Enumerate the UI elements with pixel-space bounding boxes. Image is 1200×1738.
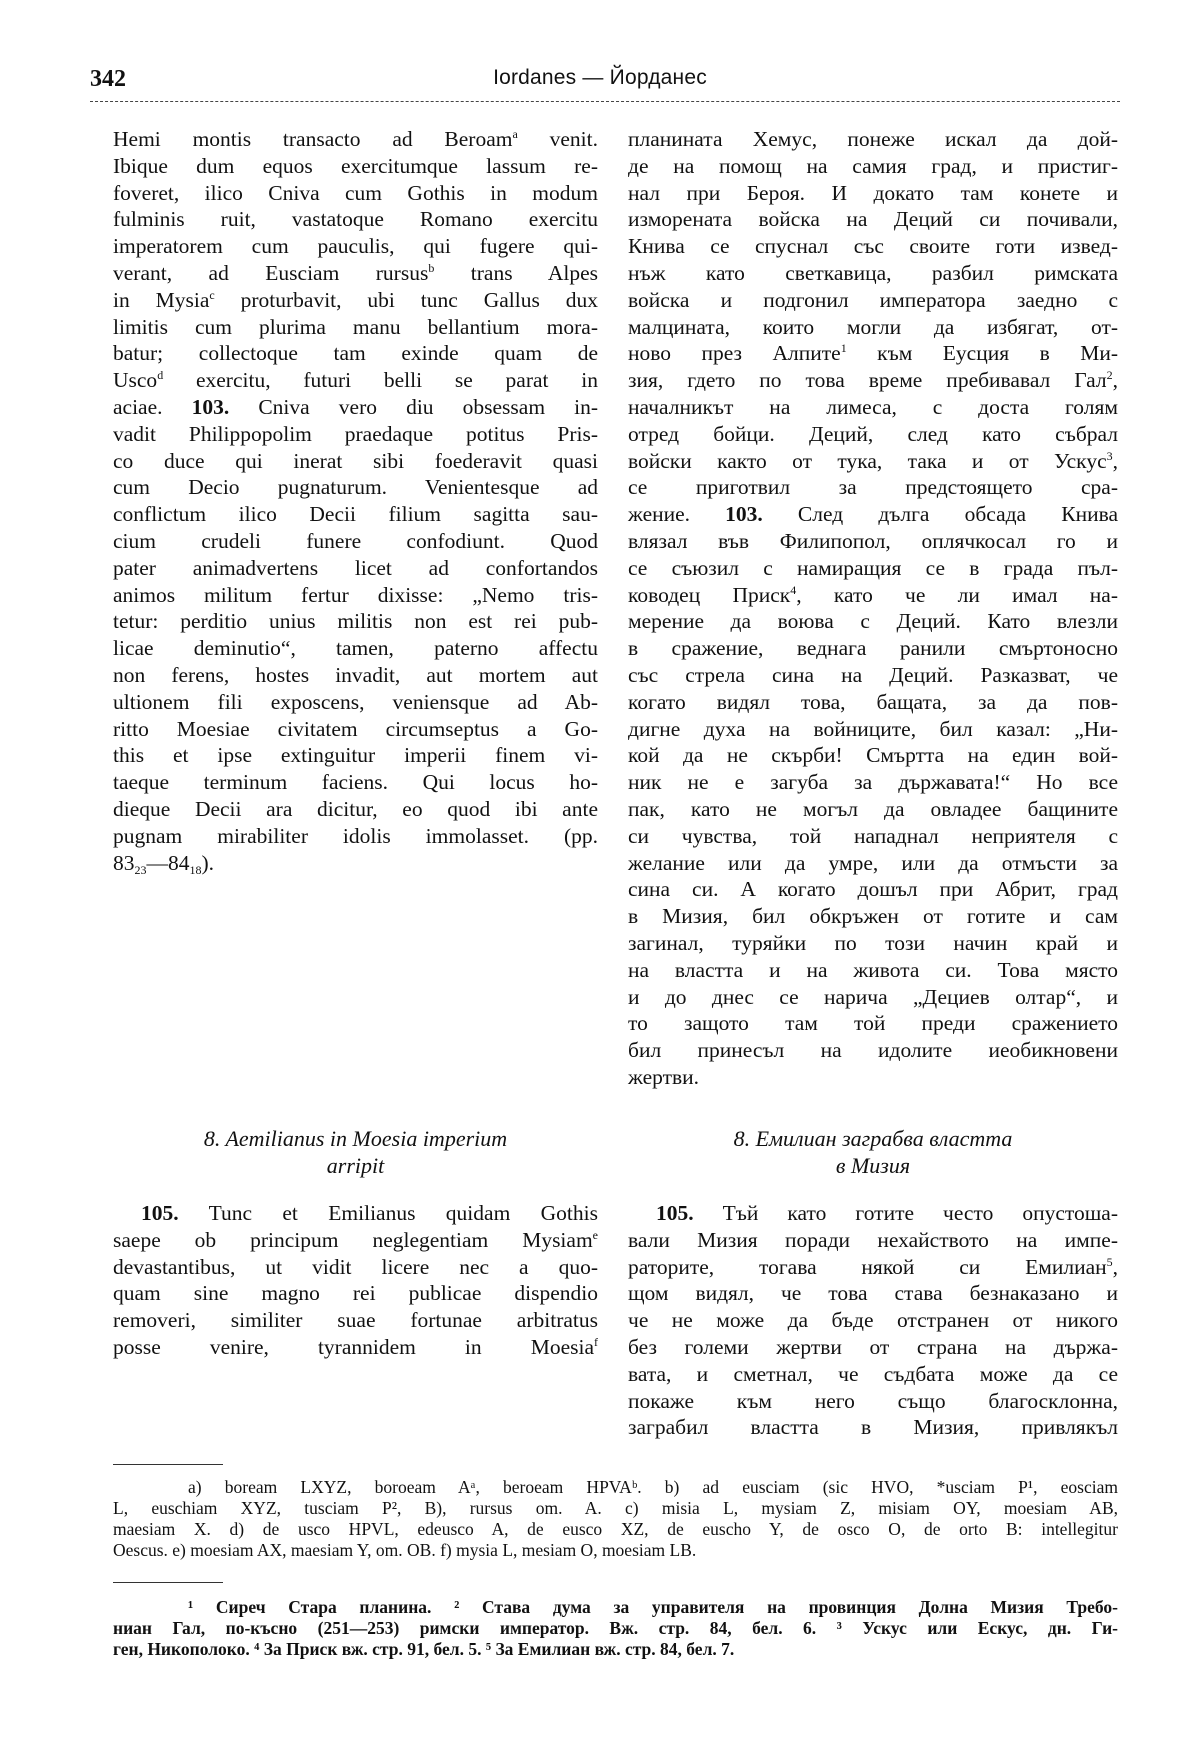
text-line: се приготвил за предстоящето сра-: [628, 475, 1118, 500]
latin-paragraph-105: [113, 1200, 598, 1361]
text-line: pater animadvertens licet ad confortandos: [113, 555, 598, 580]
text-line: войска и подгонил императора заедно с: [628, 287, 1118, 312]
text-line: cum Decio pugnaturum. Venientesque ad: [113, 475, 598, 500]
text-line: 105. Tunc et Emilianus quidam Gothis: [141, 1201, 598, 1225]
paragraph-number: 105.: [656, 1201, 694, 1225]
text-line: кой да не скърби! Смъртта на един вой-: [628, 743, 1118, 768]
text-line: си чувства, той нападнал неприятеля с: [628, 823, 1118, 848]
footnote-line: ген, Никополоко. ⁴ За Приск вж. стр. 91, бел. 5. ⁵ За Емилиан вж. стр. 84, бел. 7.: [113, 1639, 735, 1659]
text-line: зия, гдето по това време пребивавал Гал$^2$,: [628, 368, 1118, 393]
text-line: жертви.: [628, 1064, 700, 1089]
text-line: tetur: perditio unius militis non est rei pub-: [113, 609, 598, 634]
page-number: 342: [90, 66, 126, 92]
text-line: ководец Приск$^4$, като че ли имал на-: [628, 582, 1118, 607]
text-line: на властта и на живота си. Това място: [628, 957, 1118, 982]
paragraph-number: 103.: [725, 502, 763, 527]
text-line: без големи жертви от страна на държа-: [628, 1334, 1118, 1359]
text-line: posse venire, tyrannidem in Moesia$^f$: [113, 1334, 598, 1359]
text-line: devastantibus, ut vidit licere nec a quo-: [113, 1254, 598, 1279]
text-line: началникът на лимеса, с доста голям: [628, 394, 1118, 419]
text-line: вата, и сметнал, че съдбата може да се: [628, 1361, 1118, 1386]
text-line: нал при Бероя. И докато там конете и: [628, 180, 1118, 205]
text-line: когато видял това, бащата, за да пов-: [628, 689, 1118, 714]
text-line: foveret, ilico Cniva cum Gothis in modum: [113, 180, 598, 205]
text-line: щом видял, че това става безнаказано и: [628, 1281, 1118, 1306]
text-line: in Mysia$^c$ proturbavit, ubi tunc Gallus dux: [113, 287, 598, 312]
text-line: Hemi montis transacto ad Beroam$^a$ venit.: [113, 127, 598, 151]
section-title-bulgarian: 8. Емилиан заграбва властта в Мизия: [733, 1126, 1013, 1178]
text-line: pugnam mirabiliter idolis immolasset. (pp.: [113, 823, 598, 848]
text-line: batur; collectoque tam exinde quam de: [113, 341, 598, 366]
text-line: limitis cum plurima manu bellantium mora-: [113, 314, 598, 339]
text-line: вали Мизия поради нехайството на импе-: [628, 1227, 1118, 1252]
text-line: licae deminutio“, tamen, paterno affectu: [113, 636, 598, 661]
bulgarian-paragraph-105: [628, 1200, 1118, 1441]
text-line: imperatorem cum pauculis, qui fugere qui-: [113, 234, 598, 259]
text-line: non ferens, hostes invadit, aut mortem aut: [113, 662, 598, 687]
text-line: dieque Decii ara dicitur, eo quod ibi ante: [113, 796, 598, 821]
text-line: заграбил властта в Мизия, привлякъл: [628, 1415, 1118, 1440]
text-line: дигне духа на войниците, бил казал: „Ни-: [628, 716, 1118, 741]
page-reference: $83_{23}—84_{18}$).: [113, 850, 215, 877]
paragraph-number: 103.: [191, 394, 230, 419]
text-line: ritto Moesiae civitatem circumseptus a Go-: [113, 716, 598, 741]
text-line: раторите, тогава някой си Емилиан$^5$,: [628, 1254, 1118, 1279]
text-line: conflictum ilico Decii filium sagitta sau-: [113, 502, 598, 527]
text-line: saepe ob principum neglegentiam Mysiam$^e$: [113, 1227, 598, 1252]
latin-column: [113, 126, 598, 876]
text-line: бил принесъл на идолите иеобикновени: [628, 1038, 1118, 1063]
text-line: то защото там той преди сражението: [628, 1011, 1118, 1036]
text-line: ник не е загуба за държавата!“ Но все: [628, 770, 1118, 795]
text-line: cium crudeli funere confodiunt. Quod: [113, 528, 598, 553]
text-line: покаже към него също благосклонна,: [628, 1388, 1118, 1413]
text-line: със стрела сина на Деций. Разказват, че: [628, 662, 1118, 687]
text-line: taeque terminum faciens. Qui locus ho-: [113, 770, 598, 795]
text-line: aciae. 103. Cniva vero diu obsessam in-: [113, 394, 599, 419]
text-line: планината Хемус, понеже искал да дой-: [628, 127, 1118, 151]
text-line: загинал, туряйки по този начин край и: [628, 930, 1118, 955]
text-line: и до днес се нарича „Дециев олтар“, и: [628, 984, 1118, 1009]
text-line: 105. Тъй като готите често опустоша-: [656, 1201, 1119, 1225]
apparatus-rule: [113, 1464, 223, 1465]
text-line: animos militum fertur dixisse: „Nemo tris-: [113, 582, 598, 607]
bulgarian-column: [628, 126, 1118, 1091]
apparatus-line: L, euschiam XYZ, tusciam P², B), rursus om. A. c) misia L, mysiam Z, misiam OY, moesiam AB,: [113, 1498, 1118, 1518]
text-line: сина си. А когато дошъл при Абрит, град: [628, 877, 1118, 902]
text-line: Ibique dum equos exercitumque lassum re-: [113, 153, 598, 178]
text-line: желание или да умре, или да отмъсти за: [628, 850, 1118, 875]
text-line: ново през Алпите$^1$ към Еусция в Ми-: [628, 341, 1118, 366]
text-line: verant, ad Eusciam rursus$^b$ trans Alpes: [113, 260, 598, 285]
footnotes: [113, 1597, 1118, 1660]
text-line: се съюзил с намиращия се в града пъл-: [628, 555, 1118, 580]
section-title-latin: 8. Aemilianus in Moesia imperium arripit: [203, 1126, 508, 1178]
text-line: войски както от тука, така и от Ускус$^3$,: [628, 448, 1118, 473]
text-line: this et ipse extinguitur imperii finem vi-: [113, 743, 598, 768]
footnote-line: ¹ Сиреч Стара планина. ² Става дума за управителя на провинция Долна Мизия Требо-: [188, 1597, 1118, 1617]
text-line: co duce qui inerat sibi foederavit quasi: [113, 448, 598, 473]
text-line: Usco$^d$ exercitu, futuri belli se parat in: [113, 368, 599, 393]
text-line: нъж като светкавица, разбил римската: [628, 260, 1118, 285]
footnote-line: ниан Гал, по-късно (251—253) римски император. Вж. стр. 84, бел. 6. ³ Ускус или Ескус, дн. Ги-: [113, 1618, 1118, 1638]
text-line: vadit Philippopolim praedaque potitus Pris-: [113, 421, 598, 446]
text-line: quam sine magno rei publicae dispendio: [113, 1281, 598, 1306]
notes-rule: [113, 1582, 223, 1583]
text-line: пак, като не могъл да овладее бащините: [628, 796, 1118, 821]
paragraph-number: 105.: [141, 1201, 179, 1225]
text-line: в Мизия, бил обкръжен от готите и сам: [628, 904, 1118, 929]
text-line: в сражение, веднага ранили смъртоносно: [628, 636, 1118, 661]
text-line: влязал във Филипопол, оплячкосал го и: [628, 528, 1118, 553]
text-line: де на помощ на самия град, и пристиг-: [628, 153, 1118, 178]
text-line: ultionem fili exposcens, veniensque ad Ab-: [113, 689, 598, 714]
running-title: Iordanes — Йорданес: [493, 66, 707, 89]
text-line: fulminis ruit, vastatoque Romano exercitu: [113, 207, 598, 232]
header-rule: [90, 101, 1120, 102]
text-line: изморената войска на Деций си почивали,: [628, 207, 1118, 232]
text-line: че не може да бъде отстранен от никого: [628, 1308, 1118, 1333]
critical-apparatus: [113, 1477, 1118, 1561]
apparatus-line: Oescus. e) moesiam AX, maesiam Y, om. OB. f) mysia L, mesiam O, moesiam LB.: [113, 1540, 697, 1560]
text-line: отред бойци. Деций, след като събрал: [628, 421, 1118, 446]
text-line: мерение да воюва с Деций. Като влезли: [628, 609, 1118, 634]
text-line: жение. 103. След дълга обсада Книва: [628, 502, 1118, 527]
text-line: Книва се спуснал със своите готи извед-: [628, 234, 1118, 259]
apparatus-line: maesiam X. d) de usco HPVL, edeusco A, de eusco XZ, de euscho Y, de osco O, de orto B: intellegitur: [113, 1519, 1118, 1539]
apparatus-line: a) boream LXYZ, boroeam Aᵃ, beroeam HPVAᵇ. b) ad eusciam (sic HVO, *usciam P¹, eosciam: [188, 1477, 1118, 1497]
text-line: removeri, similiter suae fortunae arbitratus: [113, 1308, 598, 1333]
text-line: малцината, които могли да избягат, от-: [628, 314, 1118, 339]
